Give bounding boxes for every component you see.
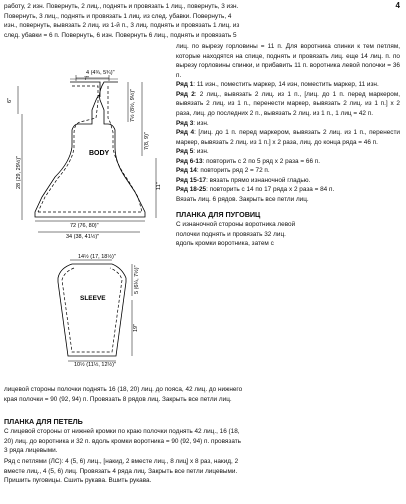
instruction-paragraph — [176, 166, 400, 176]
top-text-line: изн., повернуть, вывязать 2 лиц. из 1-й п., 3 лиц. поднять и провязать 1 лиц. из — [4, 22, 240, 30]
buttonhole-band-line: С лицевой стороны от нижней кромки по краю полочки поднять 42 лиц., 16 (18, — [4, 428, 240, 435]
instruction-text: лиц. по вырезу горловины = 11 п. Для воротника спинки к тем петлям, которые находятся на спице, поднять и провязать лиц. еще 14 лиц. п. по вырезу горловины спинки, и прибавить 11 п. воротника левой полочки = 36 п. — [176, 43, 400, 79]
row-label: Ряд 3 — [176, 119, 194, 127]
body-right-depth-label: 7(8, 9)" — [144, 132, 150, 150]
instruction-text: Вязать лиц. 6 рядов. Закрыть все петли лиц. — [176, 195, 309, 203]
row-label: Ряд 6-13 — [176, 157, 203, 165]
instruction-text: : 11 изн., поместить маркер, 14 изн, поместить маркер, 11 изн. — [193, 81, 379, 89]
buttonhole-band-line: 20) лиц. до воротника и 32 п. вдоль кромки воротника = 90 (92, 94) п. провязать — [4, 437, 241, 445]
instruction-paragraph — [176, 80, 400, 90]
instruction-text: : вязать прямо изнаночной гладью. — [206, 176, 311, 184]
row-label: Ряд 2 — [176, 90, 195, 98]
row-label: Ряд 18-25 — [176, 186, 207, 194]
row-label: Ряд 14 — [176, 167, 197, 175]
body-schematic — [0, 52, 176, 248]
instruction-paragraph — [176, 119, 400, 129]
buttons-band-full-line: лицевой стороны полочки поднять 16 (18, 20) лиц. до пояса, 42 лиц. до нижнего — [4, 386, 243, 393]
instruction-text: : изн. — [193, 148, 209, 156]
body-armhole-label: 7½ (8½, 9½)" — [130, 88, 136, 122]
body-right-lower-label: 11" — [156, 182, 162, 190]
body-bottom-width-label: 34 (38, 41½)" — [66, 234, 100, 240]
sleeve-dashed-outline — [62, 268, 122, 352]
instruction-text: : повторить с 2 по 5 ряд х 2 раза = 66 п. — [202, 157, 321, 165]
instruction-paragraph — [176, 176, 400, 186]
row-label: Ряд 15-17 — [176, 176, 207, 184]
instruction-text: : [лиц. до 1 п. перед маркером, вывязать 2 лиц. из 1 п., перенести маркер, вывязать 2 лиц. из 1 п.] х 2 раза, лиц. до конца ряда = 46 п. — [176, 129, 400, 146]
instructions-column — [176, 42, 400, 248]
top-text-line: Повернуть, 3 лиц., поднять и провязать 1 лиц. из след. убавки. Повернуть, 4 — [4, 12, 232, 20]
buttons-band-line: С изнаночной стороны воротника левой — [176, 221, 296, 229]
page-number: 4 — [395, 1, 400, 10]
body-dashed-outline — [38, 86, 142, 212]
body-left-side-label: 6" — [7, 97, 13, 103]
instruction-text: : повторить ряд 2 = 72 п. — [196, 167, 270, 175]
instruction-text: : изн. — [193, 119, 209, 127]
instruction-paragraph — [176, 147, 400, 157]
buttonhole-band-line: вместе лиц., 4 (5, 6) лиц. Провязать 4 ряда лиц. Закрыть все петли лицевыми. — [4, 467, 238, 475]
sleeve-cap-label: 5 (6¼, 7½)" — [134, 265, 140, 294]
body-neck-side-label: 7" — [84, 76, 90, 82]
buttons-band-line: вдоль кромки воротника, затем с — [176, 240, 274, 248]
sleeve-label: SLEEVE — [80, 295, 106, 302]
buttons-band-title: ПЛАНКА ДЛЯ ПУГОВИЦ — [176, 210, 261, 220]
row-label: Ряд 4 — [176, 129, 195, 137]
sleeve-top-width-label: 14½ (17, 18½)" — [78, 254, 116, 260]
instruction-paragraph — [176, 128, 400, 147]
buttonhole-band-title: ПЛАНКА ДЛЯ ПЕТЕЛЬ — [4, 417, 83, 426]
instruction-text: : 2 лиц., вывязать 2 лиц. из 1 п., [лиц. до 1 п. перед маркером, вывязать 2 лиц. из 1 п., перенести маркер, вывязать 2 лиц. из 1 п.] х 2 раза, лиц. до последних 2 п., вывязать 2 лиц. из 1 п., 1 лиц = 42 п. — [176, 90, 400, 118]
body-hem-width-label: 72 (76, 80)" — [70, 223, 99, 229]
sleeve-outline — [58, 264, 126, 356]
instruction-paragraph — [176, 195, 400, 205]
instruction-paragraph — [176, 185, 400, 195]
instruction-paragraph — [176, 42, 400, 80]
instruction-paragraph — [176, 157, 400, 167]
instruction-text: : повторить с 14 по 17 ряда х 2 раза = 84 п. — [206, 186, 335, 194]
sleeve-schematic — [0, 252, 176, 368]
body-top-width-label: 4 (4¾, 5¾)" — [86, 70, 115, 76]
sleeve-length-label: 19" — [133, 323, 139, 332]
sleeve-bottom-width-label: 10½ (11½, 12½)" — [74, 362, 116, 368]
instruction-paragraph — [176, 90, 400, 119]
buttonhole-band-line: 3 ряда лицевыми. — [4, 447, 58, 455]
top-text-line: работу, 2 изн. Повернуть, 2 лиц., поднять и провязать 1 лиц., повернуть, 3 изн. — [4, 3, 239, 10]
buttonhole-band-line: Пришить пуговицы. Сшить рукава. Вшить рукава. — [4, 477, 152, 485]
body-length-label: 28 (29, 29½)" — [16, 155, 22, 189]
top-text-line: след. убавки = 6 п. Повернуть, 6 изн. Повернуть 6 лиц., поднять и провязать 5 — [4, 31, 237, 39]
buttons-band-line: полочки поднять и провязать 32 лиц. — [176, 230, 286, 238]
row-label: Ряд 1 — [176, 81, 194, 89]
buttons-band-full-line: края полочки = 90 (92, 94) п. Провязать 8 рядов лиц. Закрыть все петли лиц. — [4, 395, 232, 403]
row-label: Ряд 5 — [176, 148, 194, 156]
body-label: BODY — [89, 150, 110, 157]
buttonhole-band-line: Ряд с петлями (ЛС): 4 (5, 6) лиц., [накид, 2 вместе лиц., 8 лиц] х 8 раз, накид, 2 — [4, 458, 239, 465]
